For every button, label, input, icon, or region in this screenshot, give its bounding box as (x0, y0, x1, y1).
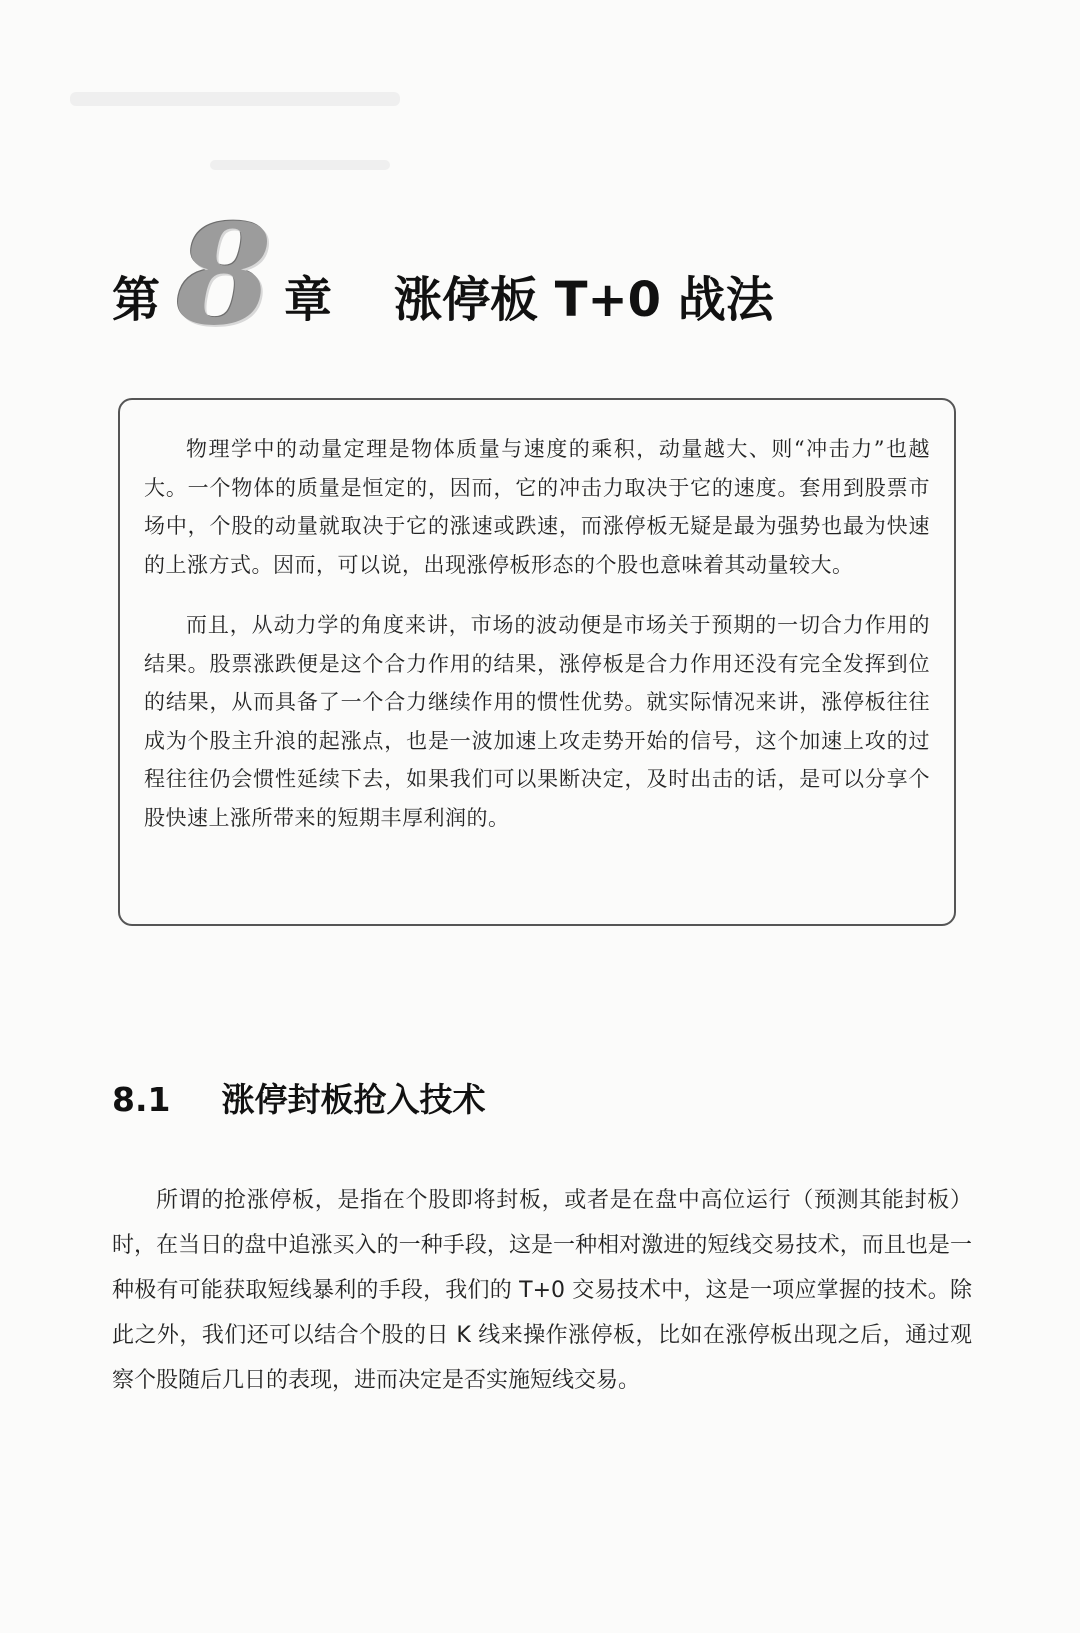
chapter-prefix: 第 (112, 272, 161, 328)
scan-artifact (210, 160, 390, 170)
chapter-suffix: 章 (284, 272, 333, 328)
intro-paragraph-2: 而且，从动力学的角度来讲，市场的波动便是市场关于预期的一切合力作用的结果。股票涨跌便是这个合力作用的结果，涨停板是合力作用还没有完全发挥到位的结果，从而具备了一个合力继续作用的惯性优势。就实际情况来讲，涨停板往往成为个股主升浪的起涨点，也是一波加速上攻走势开始的信号，这个加速上攻的过程往往仍会惯性延续下去，如果我们可以果断决定，及时出击的话，是可以分享个股快速上涨所带来的短期丰厚利润的。 (144, 613, 930, 830)
chapter-intro-box (118, 398, 956, 926)
section-title: 涨停封板抢入技术 (221, 1080, 486, 1119)
section-heading (112, 1072, 972, 1132)
body-paragraph: 所谓的抢涨停板，是指在个股即将封板，或者是在盘中高位运行（预测其能封板）时，在当日的盘中追涨买入的一种手段，这是一种相对激进的短线交易技术，而且也是一种极有可能获取短线暴利的手段，我们的 T+0 交易技术中，这是一项应掌握的技术。除此之外，我们还可以结合个股的日 K 线来操作涨停板，比如在涨停板出现之后，通过观察个股随后几日的表现，进而决定是否实施短线交易。 (112, 1188, 972, 1393)
intro-paragraph-1: 物理学中的动量定理是物体质量与速度的乘积，动量越大、则“冲击力”也越大。一个物体的质量是恒定的，因而，它的冲击力取决于它的速度。套用到股票市场中，个股的动量就取决于它的涨速或跌速，而涨停板无疑是最为强势也最为快速的上涨方式。因而，可以说，出现涨停板形态的个股也意味着其动量较大。 (144, 437, 930, 577)
chapter-number: 8 (176, 193, 273, 356)
section-number: 8.1 (112, 1080, 171, 1119)
chapter-title: 涨停板 T+0 战法 (394, 272, 774, 328)
scan-artifact (70, 92, 400, 106)
chapter-heading (112, 193, 972, 378)
